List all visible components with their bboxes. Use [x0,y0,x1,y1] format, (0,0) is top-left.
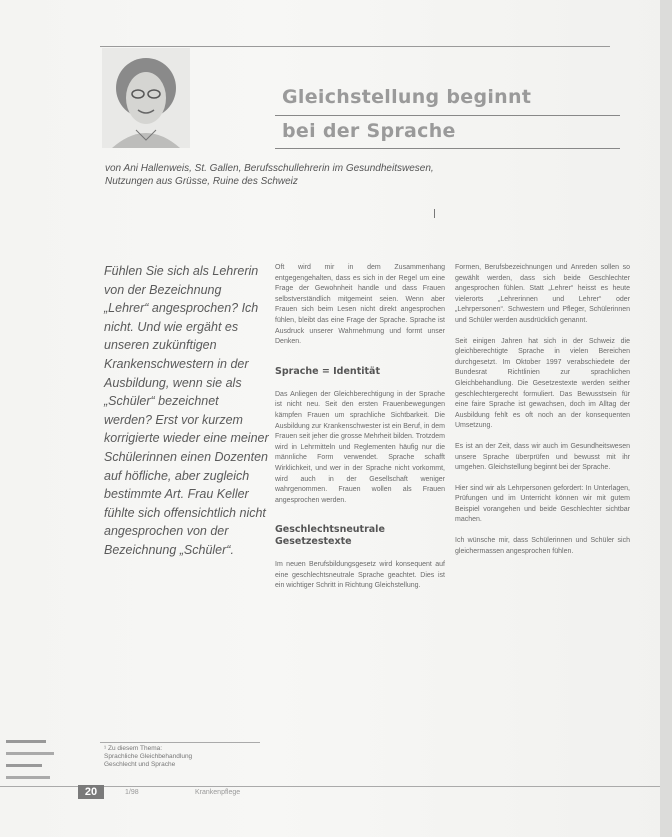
footnotes [100,742,260,769]
paragraph: Oft wird mir in dem Zusammenhang entgegengehalten, dass es sich in der Regel um eine Frage der Gewohnheit handle und dass Frauen selbstverständlich mitgemeint seien. Wenn aber Frauen sich beim Lesen nicht direkt angesprochen fühlen, bleibt das eine Frage der Sprache. Sprache ist Ausdruck unserer Wahrnehmung und formt unser Denken. [275,264,445,346]
paragraph: Es ist an der Zeit, dass wir auch im Gesundheitswesen unsere Sprache überprüfen und bewusst mit ihr umgehen. Gleichstellung beginnt bei der Sprache. [455,442,630,472]
paragraph: Formen, Berufsbezeichnungen und Anreden sollen so gewählt werden, dass sich beide Geschlechter angesprochen fühlen. Statt „Lehrer“ heisst es heute vielerorts „Lehrerinnen und Lehrer“ oder „Lehrpersonen“. Schwestern und Pfleger, Schülerinnen und Schüler werden ausdrücklich genannt. [455,264,630,324]
author-byline [105,162,625,188]
text-column-middle [275,263,445,602]
page-number: 20 [78,785,104,799]
footer-publication: Krankenpflege [195,789,241,796]
paragraph: Seit einigen Jahren hat sich in der Schweiz die gleichberechtigte Sprache in vielen Bereichen durchgesetzt. Im Oktober 1997 verabschiedete der Bundesrat Richtlinien zur sprachlichen Gleichbehandlung. Die Gesetzestexte werden seither geschlechtergerecht formuliert. Das Bewusstsein für eine faire Sprache ist gewachsen, doch im Alltag der Ausbildung fehlt es oft noch an der konsequenten Umsetzung. [455,337,630,430]
text-column-right [455,263,630,567]
paragraph: Hier sind wir als Lehrpersonen gefordert: In Unterlagen, Prüfungen und im Unterricht können wir mit gutem Beispiel vorangehen und beide Geschlechter sichtbar machen. [455,484,630,524]
title-rule-upper [275,115,620,116]
footnote-line: Geschlecht und Sprache [104,761,176,768]
footer-issue: 1/98 [125,789,139,796]
lead-paragraph: Fühlen Sie sich als Lehrerin von der Bezeichnung „Lehrer“ angesprochen? Ich nicht. Und wie ergäht es unseren zukünftigen Krankenschwestern in der Ausbildung, wenn sie als „Schüler“ bezeichnet werden? Erst vor kurzem korrigierte wieder eine meiner Schülerinnen einen Dozenten auf höfliche, aber zugleich bestimmte Art. Frau Keller fühlte sich offensichtlich nicht angesprochen von der Bezeichnung „Schüler“. [104,264,269,557]
footnote-line: ¹ Zu diesem Thema: [104,745,163,752]
title-rule-lower [275,148,620,149]
section-heading-identity: Sprache = Identität [275,365,380,377]
page-edge-shadow [660,0,672,837]
article-title-line1: Gleichstellung beginnt [282,86,532,108]
section-heading-gesetzestexte: Geschlechtsneutrale Gesetzestexte [275,524,385,548]
paragraph: Ich wünsche mir, dass Schülerinnen und Schüler sich gleichermassen angesprochen fühlen. [455,537,630,555]
top-rule [100,46,610,47]
paragraph: Im neuen Berufsbildungsgesetz wird konsequent auf eine geschlechtsneutrale Sprache geachtet. Dies ist ein wichtiger Schritt in Richtung Gleichstellung. [275,561,445,590]
byline-line2: Nutzungen aus Grüsse, Ruine des Schweiz [105,176,298,187]
separator-mark [434,209,435,218]
footnote-line: Sprachliche Gleichbehandlung [104,753,193,760]
author-portrait [102,48,190,148]
paragraph: Das Anliegen der Gleichberechtigung in der Sprache ist nicht neu. Seit den ersten Frauenbewegungen kämpfen Frauen um sprachliche Sichtbarkeit. Die Ausbildung zur Krankenschwester ist ein Beruf, in dem Frauen seit jeher die grosse Mehrheit bilden. Trotzdem wird in Lehrmitteln und Reglementen häufig nur die männliche Form verwendet. Sprache schafft Wirklichkeit, und wer in der Sprache nicht vorkommt, wird auch in der Gesellschaft weniger wahrgenommen. Frauen wollen als Frauen angesprochen werden. [275,390,445,504]
article-title-line2: bei der Sprache [282,120,456,142]
byline-line1: von Ani Hallenweis, St. Gallen, Berufsschullehrerin im Gesundheitswesen, [105,163,434,174]
binding-edge-marks [6,700,66,800]
